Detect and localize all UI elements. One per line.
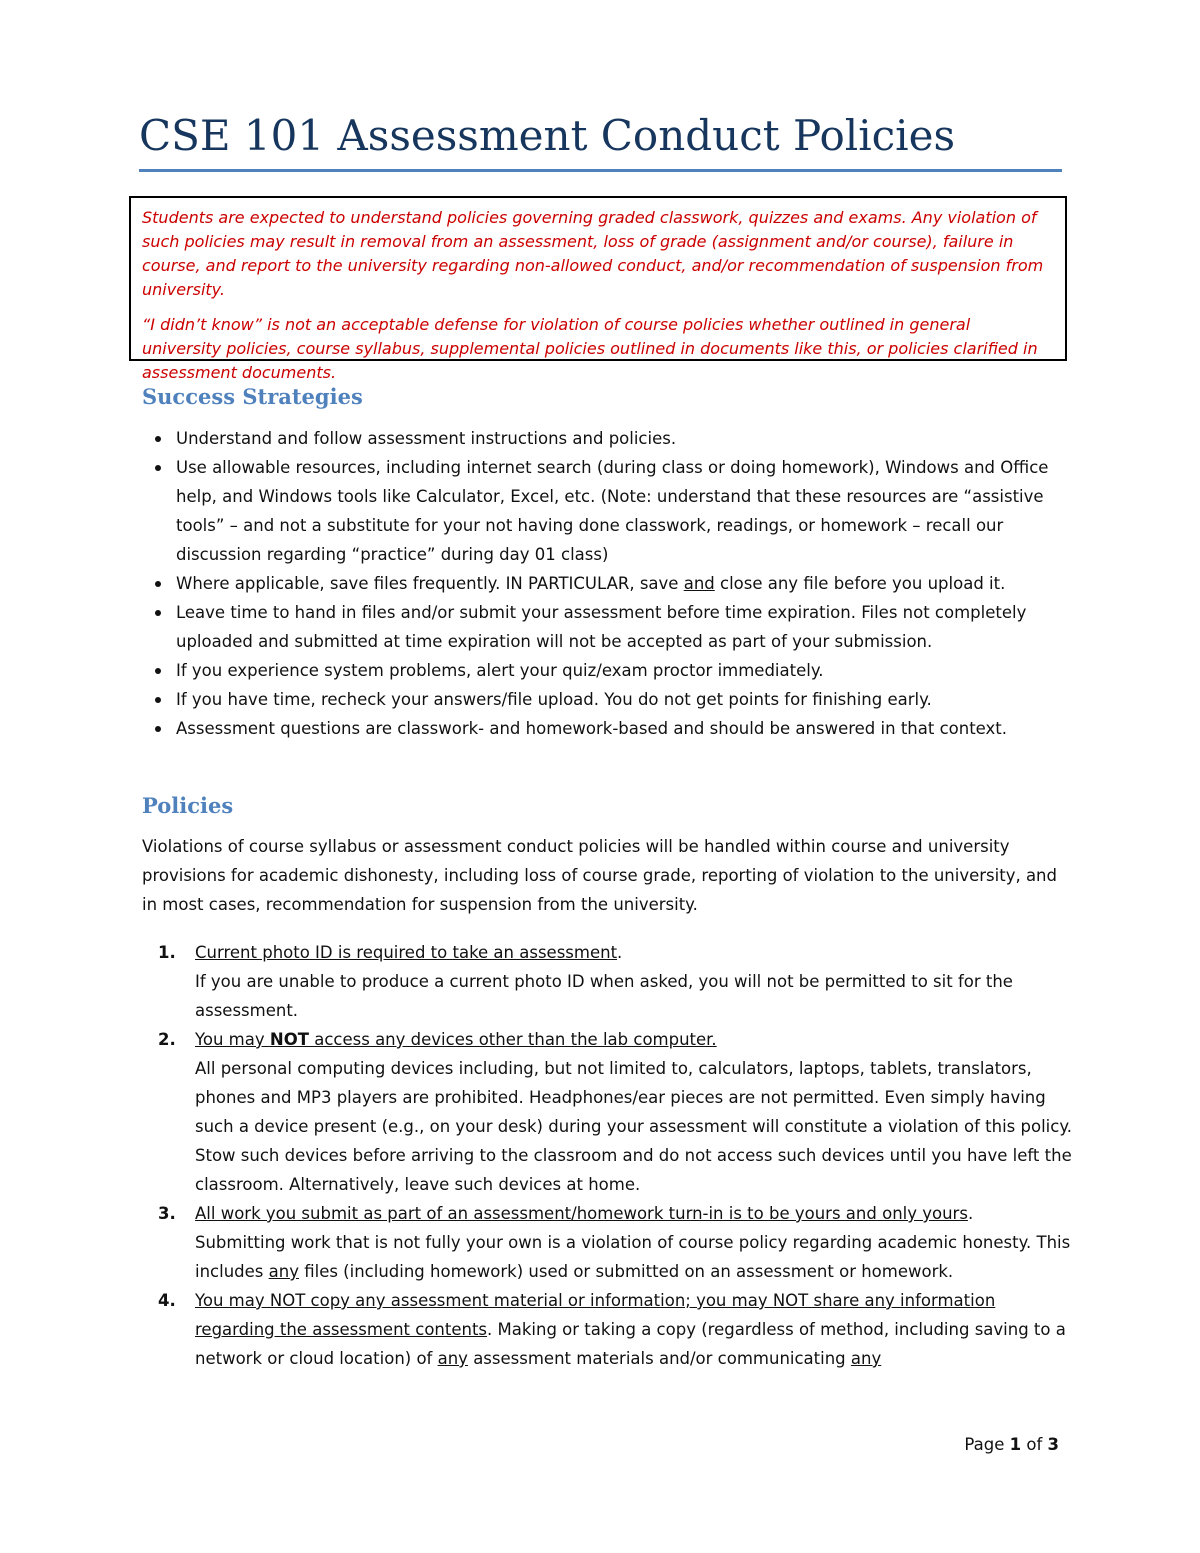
underlined-word: any [850,1349,882,1368]
policy-lead-end: . [967,1204,974,1223]
policy-lead: You may NOT copy any assessment material or information; you may NOT share any information regarding the assessment contents [195,1291,996,1339]
notice-paragraph: “I didn’t know” is not an acceptable defense for violation of course policies whether outlined in general university policies, course syllabus, supplemental policies outlined in documents like this, or policies clarified in assessment documents. [142,315,1038,382]
policy-body: Submitting work that is not fully your own is a violation of course policy regarding academic honesty. This includes [195,1233,1071,1281]
underlined-word: and [683,574,715,593]
policy-lead: All work you submit as part of an assessment/homework turn-in is to be yours and only yours [195,1204,968,1223]
policy-number: 2. [158,1030,176,1049]
policy-body: If you are unable to produce a current photo ID when asked, you will not be permitted to sit for the assessment. [195,972,1013,1020]
warning-notice-box [129,196,1067,382]
document-title: CSE 101 Assessment Conduct Policies [139,111,956,160]
policy-number: 1. [158,943,176,962]
list-item-text: close any file before you upload it. [714,574,1006,593]
success-strategies-list [176,424,1076,743]
underlined-word: any [268,1262,299,1281]
policy-item [158,1025,1075,1199]
policy-body: All personal computing devices including, but not limited to, calculators, laptops, tablets, translators, phones and MP3 players are prohibited. Headphones/ear pieces are not permitted. Even simply having such a device present (e.g., on your desk) during your assessment will constitute a violation of this policy. Stow such devices before arriving to the classroom and do not access such devices until you have left the classroom. Alternatively, leave such devices at home. [195,1059,1072,1194]
policy-item [158,1286,1075,1373]
policy-number: 4. [158,1291,176,1310]
underlined-word: any [437,1349,468,1368]
policy-lead-text: access any devices other than the lab computer. [308,1030,717,1049]
policy-item [158,938,1075,1025]
policy-item [158,1199,1075,1286]
policies-intro: Violations of course syllabus or assessment conduct policies will be handled within course and university provisions for academic dishonesty, including loss of course grade, reporting of violation to the university, and in most cases, recommendation for suspension from the university. [142,837,1057,914]
policy-lead [195,1030,717,1049]
policy-lead-text: You may [195,1030,270,1049]
notice-paragraph: Students are expected to understand policies governing graded classwork, quizzes and exams. Any violation of such policies may result in removal from an assessment, loss of grade (assignment and/or course), failure in course, and report to the university regarding non-allowed conduct, and/or recommendation of suspension from university. [142,208,1044,299]
policy-body: files (including homework) used or submitted on an assessment or homework. [298,1262,954,1281]
title-underline-rule [139,169,1062,172]
list-item: Understand and follow assessment instructions and policies. [176,424,1076,453]
policies-list [158,938,1075,1373]
success-strategies-heading: Success Strategies [142,384,363,409]
list-item: Assessment questions are classwork- and homework-based and should be answered in that context. [176,714,1076,743]
policy-lead-emphasis: NOT [269,1030,309,1049]
list-item: Use allowable resources, including internet search (during class or doing homework), Windows and Office help, and Windows tools like Calculator, Excel, etc. (Note: understand that these resources are “assistive tools” – and not a substitute for your not having done classwork, readings, or homework – recall our discussion regarding “practice” during day 01 class) [176,453,1076,569]
policy-body: . Making or taking a copy (regardless of method, including saving to a network or cloud location) of [195,1320,1066,1368]
policies-heading: Policies [142,793,234,818]
policy-number: 3. [158,1204,176,1223]
policy-body: assessment materials and/or communicating [467,1349,851,1368]
current-page-number: 1 [1009,1435,1022,1454]
list-item: Leave time to hand in files and/or submit your assessment before time expiration. Files not completely uploaded and submitted at time expiration will not be accepted as part of your submission. [176,598,1076,656]
page-footer [900,1430,1059,1459]
list-item [176,569,1076,598]
list-item: If you experience system problems, alert your quiz/exam proctor immediately. [176,656,1076,685]
list-item-text: Where applicable, save files frequently. IN PARTICULAR, save [176,574,684,593]
page-label: Page [964,1435,1005,1454]
page-of-label: of [1026,1435,1043,1454]
total-pages-number: 3 [1047,1435,1059,1454]
list-item: If you have time, recheck your answers/file upload. You do not get points for finishing early. [176,685,1076,714]
policy-lead: Current photo ID is required to take an assessment [195,943,618,962]
policy-lead-end: . [617,943,623,962]
